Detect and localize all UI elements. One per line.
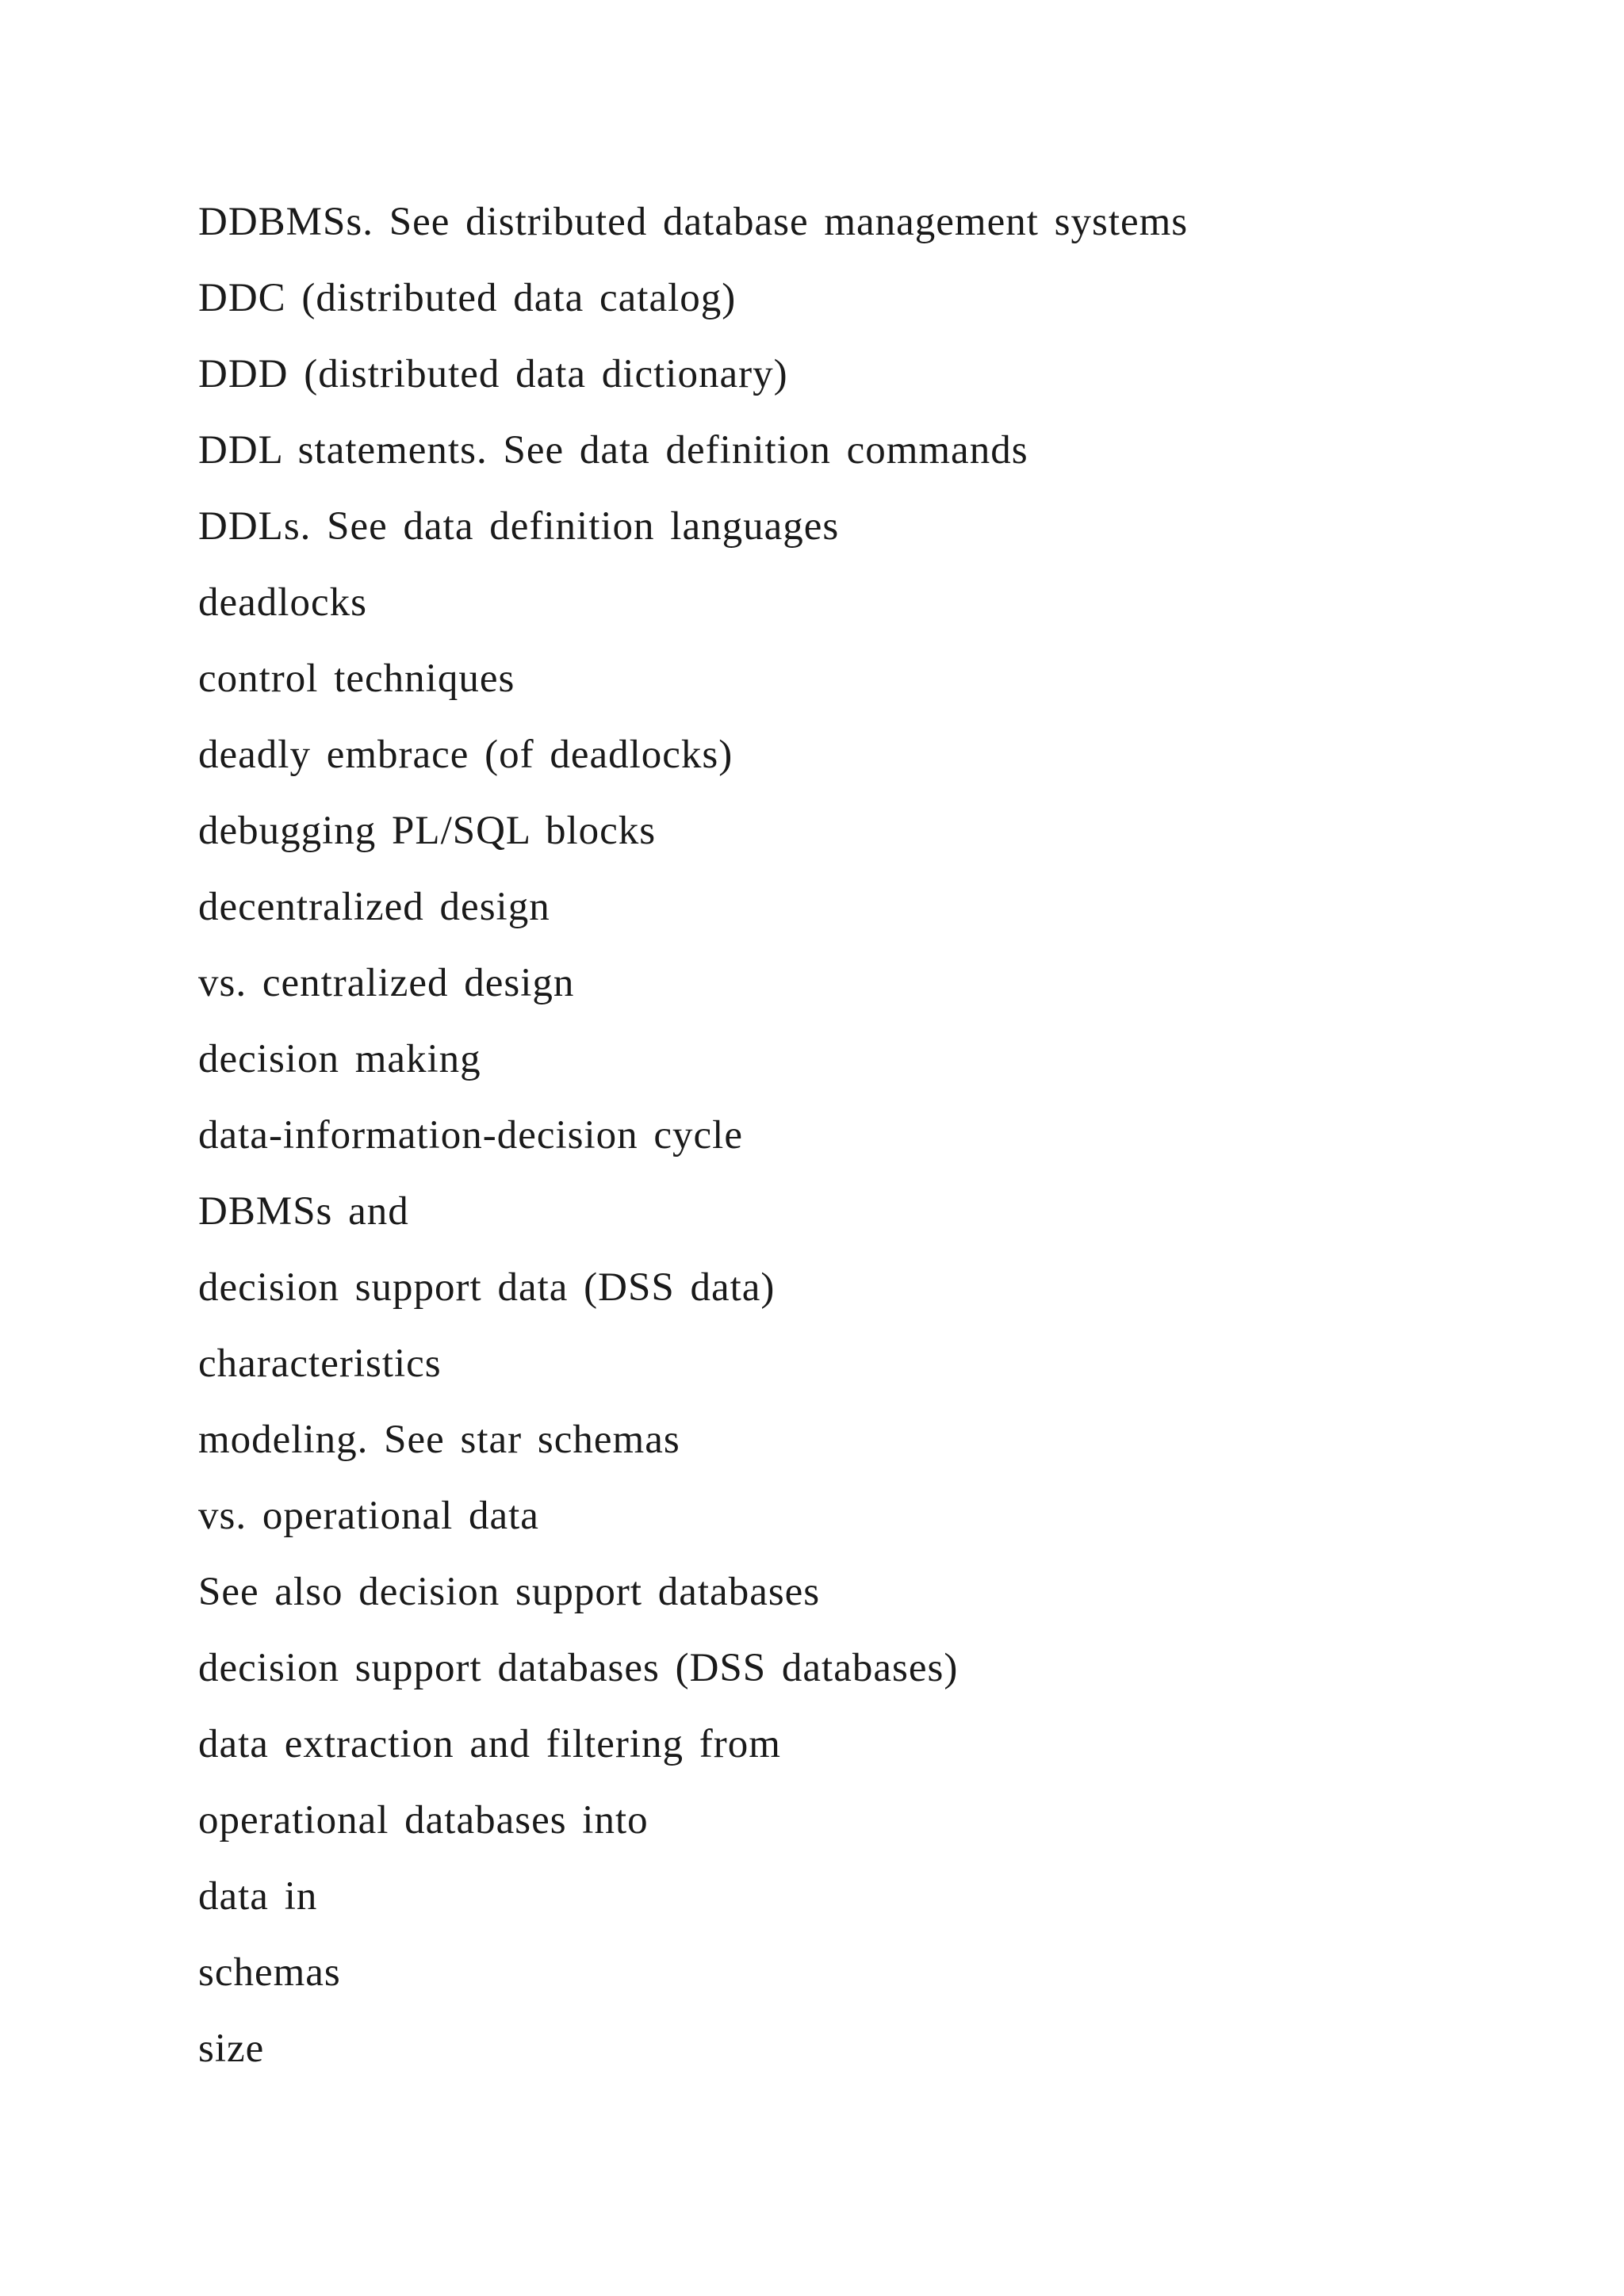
index-entry: DDLs. See data definition languages <box>198 504 840 549</box>
index-entry: vs. centralized design <box>198 961 575 1005</box>
index-entry: deadlocks <box>198 580 367 625</box>
index-entry: See also decision support databases <box>198 1570 821 1614</box>
index-entry: decentralized design <box>198 885 550 929</box>
index-entry-list <box>198 193 1188 2096</box>
index-entry: decision support data (DSS data) <box>198 1265 776 1310</box>
index-entry: control techniques <box>198 656 515 701</box>
index-entry: vs. operational data <box>198 1494 539 1538</box>
index-entry: DDL statements. See data definition commands <box>198 428 1028 473</box>
index-entry: modeling. See star schemas <box>198 1418 680 1462</box>
index-entry: data-information-decision cycle <box>198 1113 743 1158</box>
index-entry: DDBMSs. See distributed database management systems <box>198 200 1189 244</box>
index-entry: DBMSs and <box>198 1189 409 1234</box>
index-entry: size <box>198 2026 265 2071</box>
index-entry: data in <box>198 1874 318 1919</box>
index-entry: debugging PL/SQL blocks <box>198 809 657 853</box>
index-entry: DDC (distributed data catalog) <box>198 276 737 320</box>
index-entry: decision making <box>198 1037 481 1081</box>
index-entry: characteristics <box>198 1341 442 1386</box>
index-entry: decision support databases (DSS databases) <box>198 1646 959 1690</box>
index-entry: schemas <box>198 1950 341 1995</box>
index-entry: data extraction and filtering from <box>198 1722 781 1766</box>
index-entry: deadly embrace (of deadlocks) <box>198 733 733 777</box>
index-entry: operational databases into <box>198 1798 649 1843</box>
index-entry: DDD (distributed data dictionary) <box>198 352 788 396</box>
